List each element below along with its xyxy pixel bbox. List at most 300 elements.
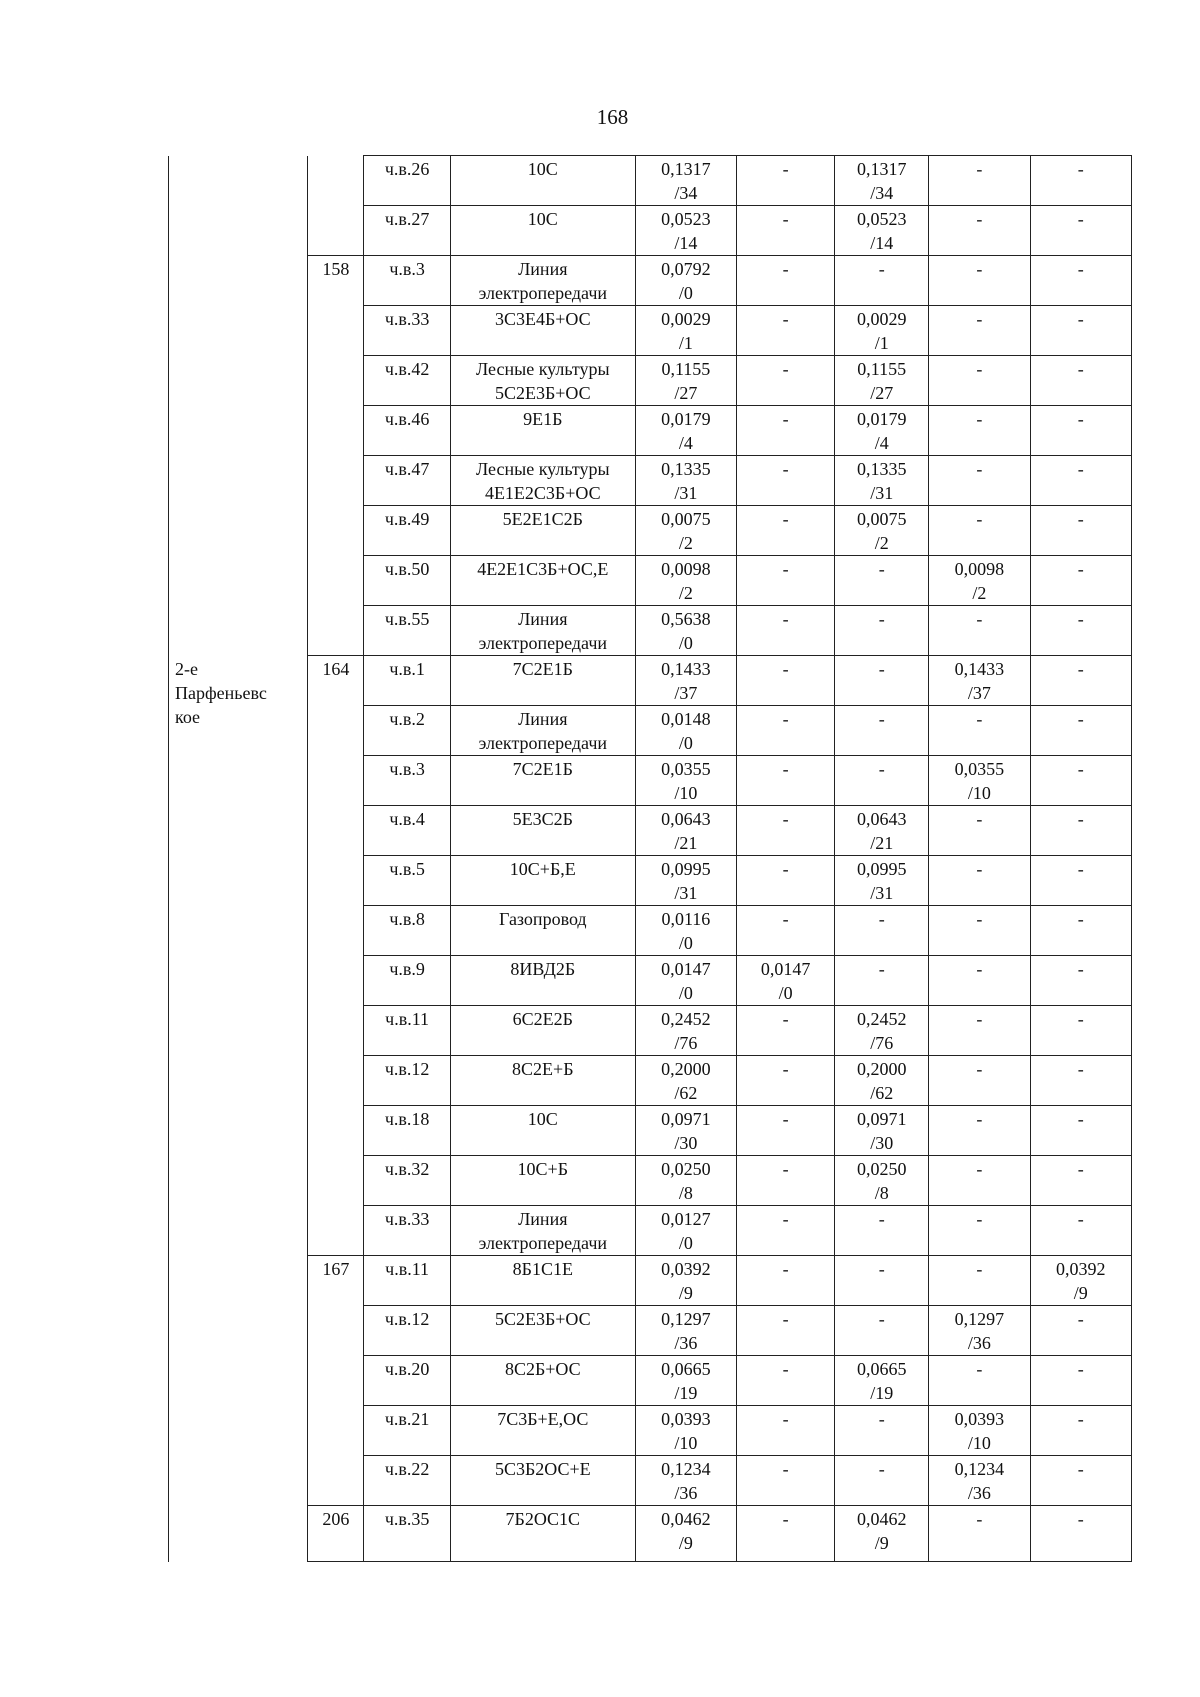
forestry-name-line: 2-е [175,658,198,679]
cell-line: 8С2Б+ОС [504,1359,581,1379]
plot-cell: ч.в.12 [364,1306,451,1356]
value-cell-c4 [929,856,1030,906]
composition-cell [450,606,635,656]
cell-line: 10С [527,1109,558,1129]
cell-line: 0,0665 [661,1359,711,1379]
cell-line: 5С3Б2ОС+Е [494,1459,591,1479]
value-cell-c1 [635,306,736,356]
cell-line: 0,0523 [661,209,711,229]
forest-plots-table-wrapper [168,155,1132,1562]
value-cell-c5 [1030,556,1131,606]
cell-line: - [1077,1409,1084,1429]
table-row [169,656,1132,706]
value-cell-c5 [1030,506,1131,556]
composition-cell [450,756,635,806]
cell-line: /31 [870,883,894,903]
value-cell-c4 [929,1106,1030,1156]
value-cell-c2 [737,906,835,956]
cell-line: 5С2Е3Б+ОС [494,1309,591,1329]
cell-line: /21 [870,833,894,853]
cell-line: 0,0392 [1056,1259,1106,1279]
value-cell-c5 [1030,906,1131,956]
value-cell-c1 [635,1256,736,1306]
cell-line: - [1077,1009,1084,1029]
composition-cell [450,1256,635,1306]
value-cell-c4 [929,956,1030,1006]
cell-line: - [1077,959,1084,979]
cell-line: 4Е1Е2С3Б+ОС [484,483,601,503]
cell-line: - [1077,1509,1084,1529]
cell-line: /10 [967,1433,991,1453]
cell-line: - [782,909,789,929]
value-cell-c3 [835,1106,929,1156]
value-cell-c5 [1030,156,1131,206]
cell-line: - [782,859,789,879]
value-cell-c2 [737,1206,835,1256]
value-cell-c1 [635,506,736,556]
cell-line: 10С [527,159,558,179]
value-cell-c3 [835,1456,929,1506]
cell-line: - [976,1109,983,1129]
value-cell-c4 [929,1306,1030,1356]
value-cell-c4 [929,756,1030,806]
plot-cell: ч.в.2 [364,706,451,756]
cell-line: 0,1155 [857,359,907,379]
plot-cell: ч.в.12 [364,1056,451,1106]
cell-line: - [1077,909,1084,929]
cell-line: - [976,1059,983,1079]
cell-line: 0,0995 [856,859,907,879]
value-cell-c2 [737,156,835,206]
value-cell-c3 [835,356,929,406]
value-cell-c1 [635,656,736,706]
cell-line: - [782,1059,789,1079]
forestry-name-line: Парфеньевс [175,682,267,703]
cell-line: Лесные культуры [475,359,610,379]
cell-line: - [782,609,789,629]
cell-line: Линия [518,259,568,279]
value-cell-c1 [635,406,736,456]
plot-cell: ч.в.9 [364,956,451,1006]
value-cell-c2 [737,1256,835,1306]
value-cell-c3 [835,956,929,1006]
cell-line: - [1077,209,1084,229]
plot-cell: ч.в.1 [364,656,451,706]
composition-cell [450,1456,635,1506]
cell-line: - [1077,559,1084,579]
value-cell-c5 [1030,656,1131,706]
plot-cell: ч.в.46 [364,406,451,456]
composition-cell [450,156,635,206]
composition-cell [450,506,635,556]
value-cell-c2 [737,1056,835,1106]
value-cell-c1 [635,956,736,1006]
composition-cell [450,856,635,906]
plot-cell: ч.в.11 [364,1256,451,1306]
cell-line: Линия [518,709,568,729]
value-cell-c2 [737,756,835,806]
plot-cell: ч.в.4 [364,806,451,856]
value-cell-c3 [835,806,929,856]
value-cell-c5 [1030,1156,1131,1206]
cell-line: 0,0127 [661,1209,711,1229]
value-cell-c3 [835,1506,929,1562]
plot-cell: ч.в.20 [364,1356,451,1406]
cell-line: - [976,159,983,179]
value-cell-c3 [835,256,929,306]
value-cell-c3 [835,656,929,706]
value-cell-c1 [635,1006,736,1056]
cell-line: /36 [674,1333,698,1353]
composition-cell [450,256,635,306]
cell-line: - [1077,759,1084,779]
cell-line: 7Б2ОС1С [505,1509,581,1529]
value-cell-c5 [1030,1306,1131,1356]
cell-line: - [878,1309,885,1329]
cell-line: электропередачи [478,633,608,653]
cell-line: 0,1317 [661,159,711,179]
cell-line: - [782,1159,789,1179]
value-cell-c4 [929,656,1030,706]
cell-line: 0,1155 [661,359,711,379]
value-cell-c2 [737,606,835,656]
value-cell-c1 [635,556,736,606]
value-cell-c2 [737,806,835,856]
value-cell-c5 [1030,1106,1131,1156]
table-body [169,156,1132,1562]
value-cell-c1 [635,1406,736,1456]
cell-line: /0 [678,733,693,753]
value-cell-c4 [929,406,1030,456]
cell-line: - [1077,409,1084,429]
value-cell-c1 [635,1356,736,1406]
cell-line: 0,0971 [856,1109,907,1129]
value-cell-c3 [835,156,929,206]
cell-line: Газопровод [498,909,587,929]
cell-line: 0,1297 [954,1309,1005,1329]
cell-line: /9 [678,1533,693,1553]
composition-cell [450,456,635,506]
cell-line: /1 [678,333,693,353]
cell-line: - [1077,1109,1084,1129]
cell-line: /9 [874,1533,889,1553]
cell-line: /31 [870,483,894,503]
cell-line: - [878,1459,885,1479]
value-cell-c3 [835,906,929,956]
cell-line: - [1077,1309,1084,1329]
value-cell-c2 [737,856,835,906]
cell-line: 10С+Б [517,1159,569,1179]
cell-line: 0,1433 [954,659,1005,679]
value-cell-c1 [635,806,736,856]
cell-line: 0,0665 [856,1359,907,1379]
cell-line: /19 [674,1383,698,1403]
plot-cell: ч.в.50 [364,556,451,606]
cell-line: 5Е3С2Б [512,809,573,829]
cell-line: /0 [678,933,693,953]
cell-line: /10 [674,783,698,803]
plot-cell: ч.в.42 [364,356,451,406]
value-cell-c3 [835,1306,929,1356]
cell-line: 0,1317 [856,159,907,179]
value-cell-c1 [635,706,736,756]
value-cell-c4 [929,1056,1030,1106]
cell-line: /2 [678,533,693,553]
cell-line: 8Б1С1Е [512,1259,573,1279]
cell-line: /10 [674,1433,698,1453]
cell-line: - [976,909,983,929]
cell-line: - [782,1409,789,1429]
value-cell-c1 [635,156,736,206]
cell-line: 0,2452 [856,1009,907,1029]
value-cell-c4 [929,456,1030,506]
cell-line: - [782,259,789,279]
value-cell-c1 [635,256,736,306]
cell-line: 0,0029 [856,309,907,329]
cell-line: - [782,509,789,529]
cell-line: /30 [674,1133,698,1153]
cell-line: 0,1433 [661,659,711,679]
value-cell-c5 [1030,756,1131,806]
cell-line: - [782,559,789,579]
value-cell-c5 [1030,1356,1131,1406]
composition-cell [450,806,635,856]
cell-line: 0,0179 [661,409,711,429]
value-cell-c2 [737,956,835,1006]
cell-line: - [1077,159,1084,179]
value-cell-c5 [1030,1406,1131,1456]
value-cell-c3 [835,1006,929,1056]
cell-line: /76 [870,1033,894,1053]
value-cell-c4 [929,256,1030,306]
composition-cell [450,1306,635,1356]
composition-cell [450,1506,635,1562]
value-cell-c2 [737,306,835,356]
value-cell-c3 [835,706,929,756]
cell-line: - [782,1509,789,1529]
cell-line: электропередачи [478,733,608,753]
cell-line: - [976,409,983,429]
composition-cell [450,1056,635,1106]
composition-cell [450,1406,635,1456]
plot-cell: ч.в.33 [364,306,451,356]
cell-line: 0,1234 [661,1459,711,1479]
cell-line: - [782,1459,789,1479]
value-cell-c1 [635,1156,736,1206]
cell-line: - [976,609,983,629]
cell-line: - [976,1359,983,1379]
value-cell-c2 [737,1106,835,1156]
cell-line: - [878,959,885,979]
cell-line: 0,0462 [856,1509,907,1529]
composition-cell [450,1356,635,1406]
value-cell-c3 [835,856,929,906]
value-cell-c3 [835,756,929,806]
cell-line: - [1077,859,1084,879]
cell-line: /0 [678,983,693,1003]
composition-cell [450,1156,635,1206]
cell-line: - [782,459,789,479]
cell-line: 10С [527,209,558,229]
cell-line: /0 [678,633,693,653]
value-cell-c2 [737,556,835,606]
plot-cell: ч.в.49 [364,506,451,556]
cell-line: /19 [870,1383,894,1403]
value-cell-c1 [635,1456,736,1506]
cell-line: 0,0029 [661,309,711,329]
cell-line: - [878,609,885,629]
value-cell-c1 [635,756,736,806]
value-cell-c3 [835,206,929,256]
cell-line: /14 [674,233,698,253]
cell-line: - [976,859,983,879]
cell-line: /0 [778,983,793,1003]
plot-cell: ч.в.32 [364,1156,451,1206]
cell-line: 5Е2Е1С2Б [502,509,583,529]
value-cell-c4 [929,206,1030,256]
value-cell-c4 [929,1206,1030,1256]
cell-line: - [782,809,789,829]
cell-line: 0,0148 [661,709,711,729]
value-cell-c4 [929,1256,1030,1306]
value-cell-c1 [635,606,736,656]
cell-line: - [976,1509,983,1529]
value-cell-c5 [1030,1206,1131,1256]
cell-line: /37 [674,683,698,703]
value-cell-c3 [835,406,929,456]
value-cell-c2 [737,1506,835,1562]
cell-line: - [1077,309,1084,329]
cell-line: /76 [674,1033,698,1053]
cell-line: 0,5638 [661,609,711,629]
cell-line: 3С3Е4Б+ОС [494,309,591,329]
value-cell-c3 [835,556,929,606]
cell-line: - [782,1359,789,1379]
cell-line: - [782,209,789,229]
cell-line: - [782,709,789,729]
quarter-cell: 164 [308,656,364,1256]
cell-line: - [1077,1159,1084,1179]
value-cell-c2 [737,1406,835,1456]
value-cell-c2 [737,656,835,706]
cell-line: 0,0075 [856,509,907,529]
cell-line: /9 [678,1283,693,1303]
plot-cell: ч.в.47 [364,456,451,506]
cell-line: /4 [874,433,889,453]
plot-cell: ч.в.3 [364,756,451,806]
cell-line: - [878,759,885,779]
composition-cell [450,1006,635,1056]
cell-line: - [878,909,885,929]
value-cell-c2 [737,206,835,256]
composition-cell [450,656,635,706]
cell-line: 0,0250 [661,1159,711,1179]
cell-line: /0 [678,283,693,303]
cell-line: - [976,1209,983,1229]
value-cell-c5 [1030,356,1131,406]
cell-line: - [1077,459,1084,479]
cell-line: /34 [870,183,894,203]
cell-line: 0,0098 [954,559,1005,579]
value-cell-c5 [1030,306,1131,356]
cell-line: - [1077,659,1084,679]
cell-line: 0,0995 [661,859,711,879]
composition-cell [450,956,635,1006]
cell-line: - [782,1009,789,1029]
cell-line: 0,0355 [954,759,1005,779]
cell-line: /21 [674,833,698,853]
cell-line: - [976,1159,983,1179]
plot-cell: ч.в.18 [364,1106,451,1156]
plot-cell: ч.в.26 [364,156,451,206]
cell-line: 4Е2Е1С3Б+ОС,Е [477,559,609,579]
cell-line: 0,0792 [661,259,711,279]
cell-line: - [1077,509,1084,529]
cell-line: 7С2Е1Б [512,659,573,679]
value-cell-c4 [929,1356,1030,1406]
value-cell-c1 [635,356,736,406]
value-cell-c3 [835,456,929,506]
value-cell-c2 [737,356,835,406]
value-cell-c4 [929,1506,1030,1562]
cell-line: /0 [678,1233,693,1253]
cell-line: 0,0116 [661,909,711,929]
cell-line: 8ИВД2Б [510,959,576,979]
cell-line: - [1077,809,1084,829]
cell-line: 0,1335 [661,459,711,479]
forestry-column [169,156,308,1562]
cell-line: 9Е1Б [523,409,563,429]
forest-plots-table [168,155,1132,1562]
cell-line: /30 [870,1133,894,1153]
value-cell-c3 [835,1206,929,1256]
cell-line: 6С2Е2Б [512,1009,573,1029]
cell-line: - [782,159,789,179]
value-cell-c2 [737,256,835,306]
value-cell-c1 [635,1306,736,1356]
value-cell-c2 [737,1456,835,1506]
cell-line: /34 [674,183,698,203]
cell-line: - [1077,359,1084,379]
composition-cell [450,706,635,756]
cell-line: - [878,259,885,279]
value-cell-c2 [737,1156,835,1206]
cell-line: 0,0355 [661,759,711,779]
cell-line: /27 [870,383,894,403]
value-cell-c5 [1030,956,1131,1006]
table-row [169,256,1132,306]
cell-line: 0,0462 [661,1509,711,1529]
cell-line: Лесные культуры [475,459,610,479]
quarter-cell: 206 [308,1506,364,1562]
cell-line: - [782,1109,789,1129]
cell-line: /9 [1073,1283,1088,1303]
composition-cell [450,406,635,456]
value-cell-c5 [1030,606,1131,656]
cell-line: электропередачи [478,1233,608,1253]
value-cell-c4 [929,706,1030,756]
cell-line: 7С3Б+Е,ОС [497,1409,589,1429]
cell-line: 0,0179 [856,409,907,429]
value-cell-c1 [635,1506,736,1562]
value-cell-c3 [835,1356,929,1406]
cell-line: 0,0098 [661,559,711,579]
cell-line: Линия [518,609,568,629]
value-cell-c5 [1030,1506,1131,1562]
cell-line: - [1077,259,1084,279]
quarter-cell: 158 [308,256,364,656]
value-cell-c4 [929,306,1030,356]
